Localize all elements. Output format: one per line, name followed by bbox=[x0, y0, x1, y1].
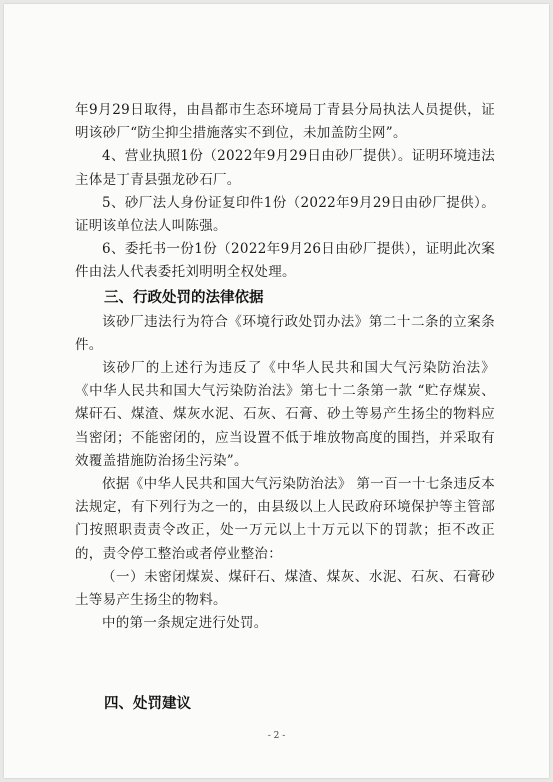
section-heading-penalty-suggestion: 四、处罚建议 bbox=[104, 696, 191, 713]
evidence-paragraph-3-continued: 年9月29日取得，由昌都市生态环境局丁青县分局执法人员提供，证明该砂厂“防尘抑尘措施落实不到位，未加盖防尘网”。 bbox=[75, 102, 495, 142]
legal-basis-paragraph: 该砂厂违法行为符合《环境行政处罚办法》第二十二条的立案条件。 bbox=[75, 313, 495, 353]
document-page bbox=[4, 4, 549, 778]
document-body bbox=[75, 99, 495, 717]
evidence-item-6: 6、委托书一份1份（2022年9月26日由砂厂提供），证明此次案件由法人代表委托刘明明全权处理。 bbox=[75, 241, 495, 281]
section-spacer bbox=[75, 635, 495, 691]
legal-basis-paragraph: 该砂厂的上述行为违反了《中华人民共和国大气污染防治法》《中华人民共和国大气污染防治法》第七十二条第一款 “贮存煤炭、煤矸石、煤渣、煤灰水泥、石灰、石膏、砂土等易产生扬尘的物料应当密闭；不能密闭的，应当设置不低于堆放物高度的围挡，并采取有效覆盖措施防治扬尘污染”。 bbox=[75, 360, 495, 469]
section-heading-legal-basis: 三、行政处罚的法律依据 bbox=[104, 289, 264, 306]
legal-basis-paragraph: （一）未密闭煤炭、煤矸石、煤渣、煤灰、水泥、石灰、石膏砂土等易产生扬尘的物料。 bbox=[75, 568, 495, 609]
page-number: - 2 - bbox=[267, 731, 286, 741]
evidence-item-4: 4、营业执照1份（2022年9月29日由砂厂提供）。证明环境违法主体是丁青县强龙砂石厂。 bbox=[75, 148, 495, 188]
legal-basis-paragraph: 中的第一条规定进行处罚。 bbox=[102, 615, 268, 632]
legal-basis-paragraph: 依据《中华人民共和国大气污染防治法》 第一百一十七条违反本法规定，有下列行为之一的，由县级以上人民政府环境保护等主管部门按照职责责令改正，处一万元以上十万元以下的罚款；拒不改正的，责令停工整治或者停业整治： bbox=[75, 476, 495, 562]
evidence-item-5: 5、砂厂法人身份证复印件1份（2022年9月29日由砂厂提供）。证明该单位法人叫陈强。 bbox=[75, 194, 495, 235]
